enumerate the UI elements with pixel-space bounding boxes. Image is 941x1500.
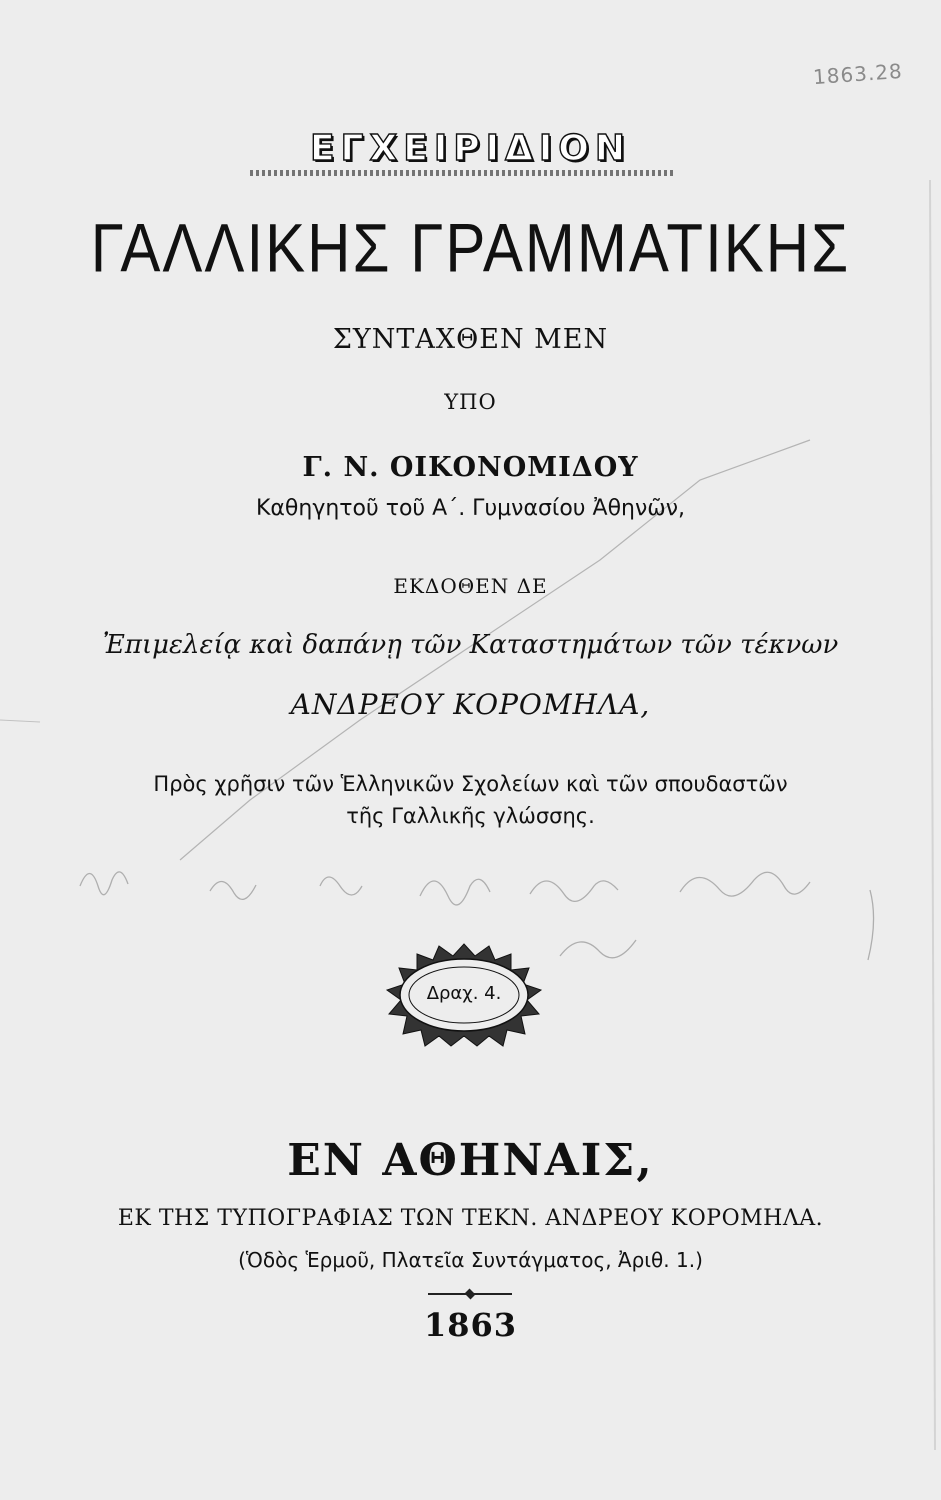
by-line: ΥΠΟ — [444, 390, 497, 414]
city-line: ΕΝ ΑΘΗΝΑΙΣ, — [287, 1135, 654, 1186]
archive-pencil-note: 1863.28 — [812, 58, 904, 90]
publication-year: 1863 — [423, 1306, 518, 1344]
composed-line: ΣΥΝΤΑΧΘΕΝ ΜΕΝ — [332, 324, 609, 355]
press-line: ΕΚ ΤΗΣ ΤΥΠΟΓΡΑΦΙΑΣ ΤΩΝ ΤΕΚΝ. ΑΝΔΡΕΟΥ ΚΟΡΟΜΗΛΑ. — [117, 1206, 824, 1231]
author-name: Γ. Ν. ΟΙΚΟΝΟΜΙΔΟΥ — [302, 452, 639, 483]
ornamental-rule — [428, 1293, 512, 1295]
purpose-line-2: τῆς Γαλλικῆς γλώσσης. — [346, 804, 595, 828]
address-line: (Ὁδὸς Ἑρμοῦ, Πλατεῖα Συντάγματος, Ἀριθ. 1.) — [238, 1248, 703, 1272]
purpose-line-1: Πρὸς χρῆσιν τῶν Ἑλληνικῶν Σχολείων καὶ τῶν σπουδαστῶν — [153, 772, 788, 796]
publisher-name: ΑΝΔΡΕΟΥ ΚΟΡΟΜΗΛΑ, — [290, 688, 651, 721]
author-title: Καθηγητοῦ τοῦ Α΄. Γυμνασίου Ἀθηνῶν, — [256, 496, 685, 521]
published-line: ΕΚΔΟΘΕΝ ΔΕ — [393, 574, 548, 598]
book-title: ΓΑΛΛΙΚΗΣ ΓΡΑΜΜΑΤΙΚΗΣ — [90, 209, 851, 287]
ornate-heading-shading — [250, 170, 675, 176]
price-label: Δραχ. 4. — [426, 983, 502, 1004]
ornate-heading: ΕΓΧΕΙΡΙΔΙΟΝ — [309, 128, 632, 169]
care-line: Ἐπιμελείᾳ καὶ δαπάνῃ τῶν Καταστημάτων τῶν τέκνων — [102, 630, 839, 660]
